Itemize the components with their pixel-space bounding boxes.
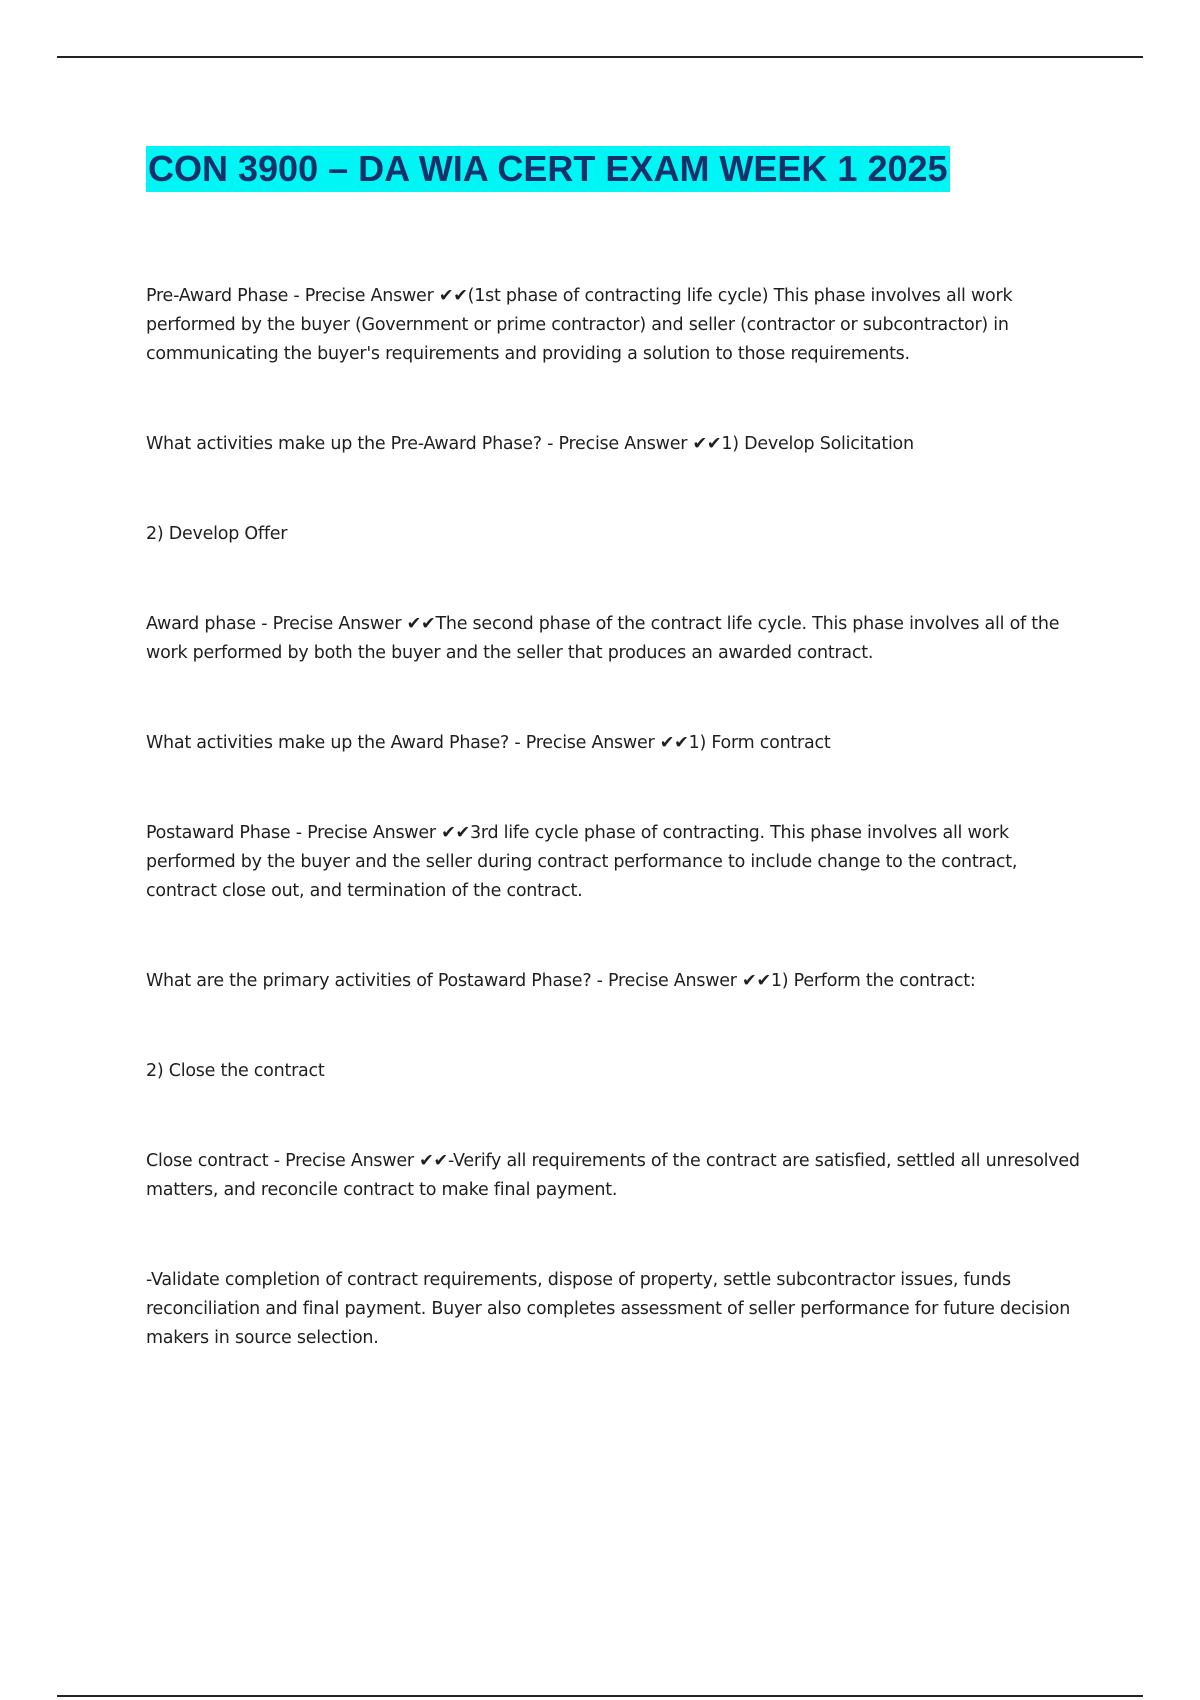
bottom-rule <box>57 1695 1143 1697</box>
top-rule <box>57 56 1143 58</box>
paragraph-close-the-contract: 2) Close the contract <box>146 1061 325 1081</box>
document-body <box>146 282 1086 1414</box>
paragraph-award-activities: What activities make up the Award Phase? - Precise Answer ✔✔1) Form contract <box>146 733 831 753</box>
paragraph-pre-award-phase: Pre-Award Phase - Precise Answer ✔✔(1st phase of contracting life cycle) This phase involves all work performed by the buyer (Government or prime contractor) and seller (contractor or subcontractor) in communicating the buyer's requirements and providing a solution to those requirements. <box>146 286 1013 364</box>
document-title: CON 3900 – DA WIA CERT EXAM WEEK 1 2025 <box>146 146 950 192</box>
title-block <box>146 146 950 192</box>
paragraph-postaward-activities: What are the primary activities of Postaward Phase? - Precise Answer ✔✔1) Perform the contract: <box>146 971 976 991</box>
paragraph-close-contract: Close contract - Precise Answer ✔✔-Verify all requirements of the contract are satisfied, settled all unresolved matters, and reconcile contract to make final payment. <box>146 1151 1080 1200</box>
paragraph-validate-completion: -Validate completion of contract requirements, dispose of property, settle subcontractor issues, funds reconciliation and final payment. Buyer also completes assessment of seller performance for future decision makers in source selection. <box>146 1270 1071 1348</box>
paragraph-award-phase: Award phase - Precise Answer ✔✔The second phase of the contract life cycle. This phase involves all of the work performed by both the buyer and the seller that produces an awarded contract. <box>146 614 1060 663</box>
paragraph-pre-award-activities: What activities make up the Pre-Award Phase? - Precise Answer ✔✔1) Develop Solicitation <box>146 434 914 454</box>
paragraph-postaward-phase: Postaward Phase - Precise Answer ✔✔3rd life cycle phase of contracting. This phase involves all work performed by the buyer and the seller during contract performance to include change to the contract, contract close out, and termination of the contract. <box>146 823 1018 901</box>
paragraph-develop-offer: 2) Develop Offer <box>146 524 288 544</box>
